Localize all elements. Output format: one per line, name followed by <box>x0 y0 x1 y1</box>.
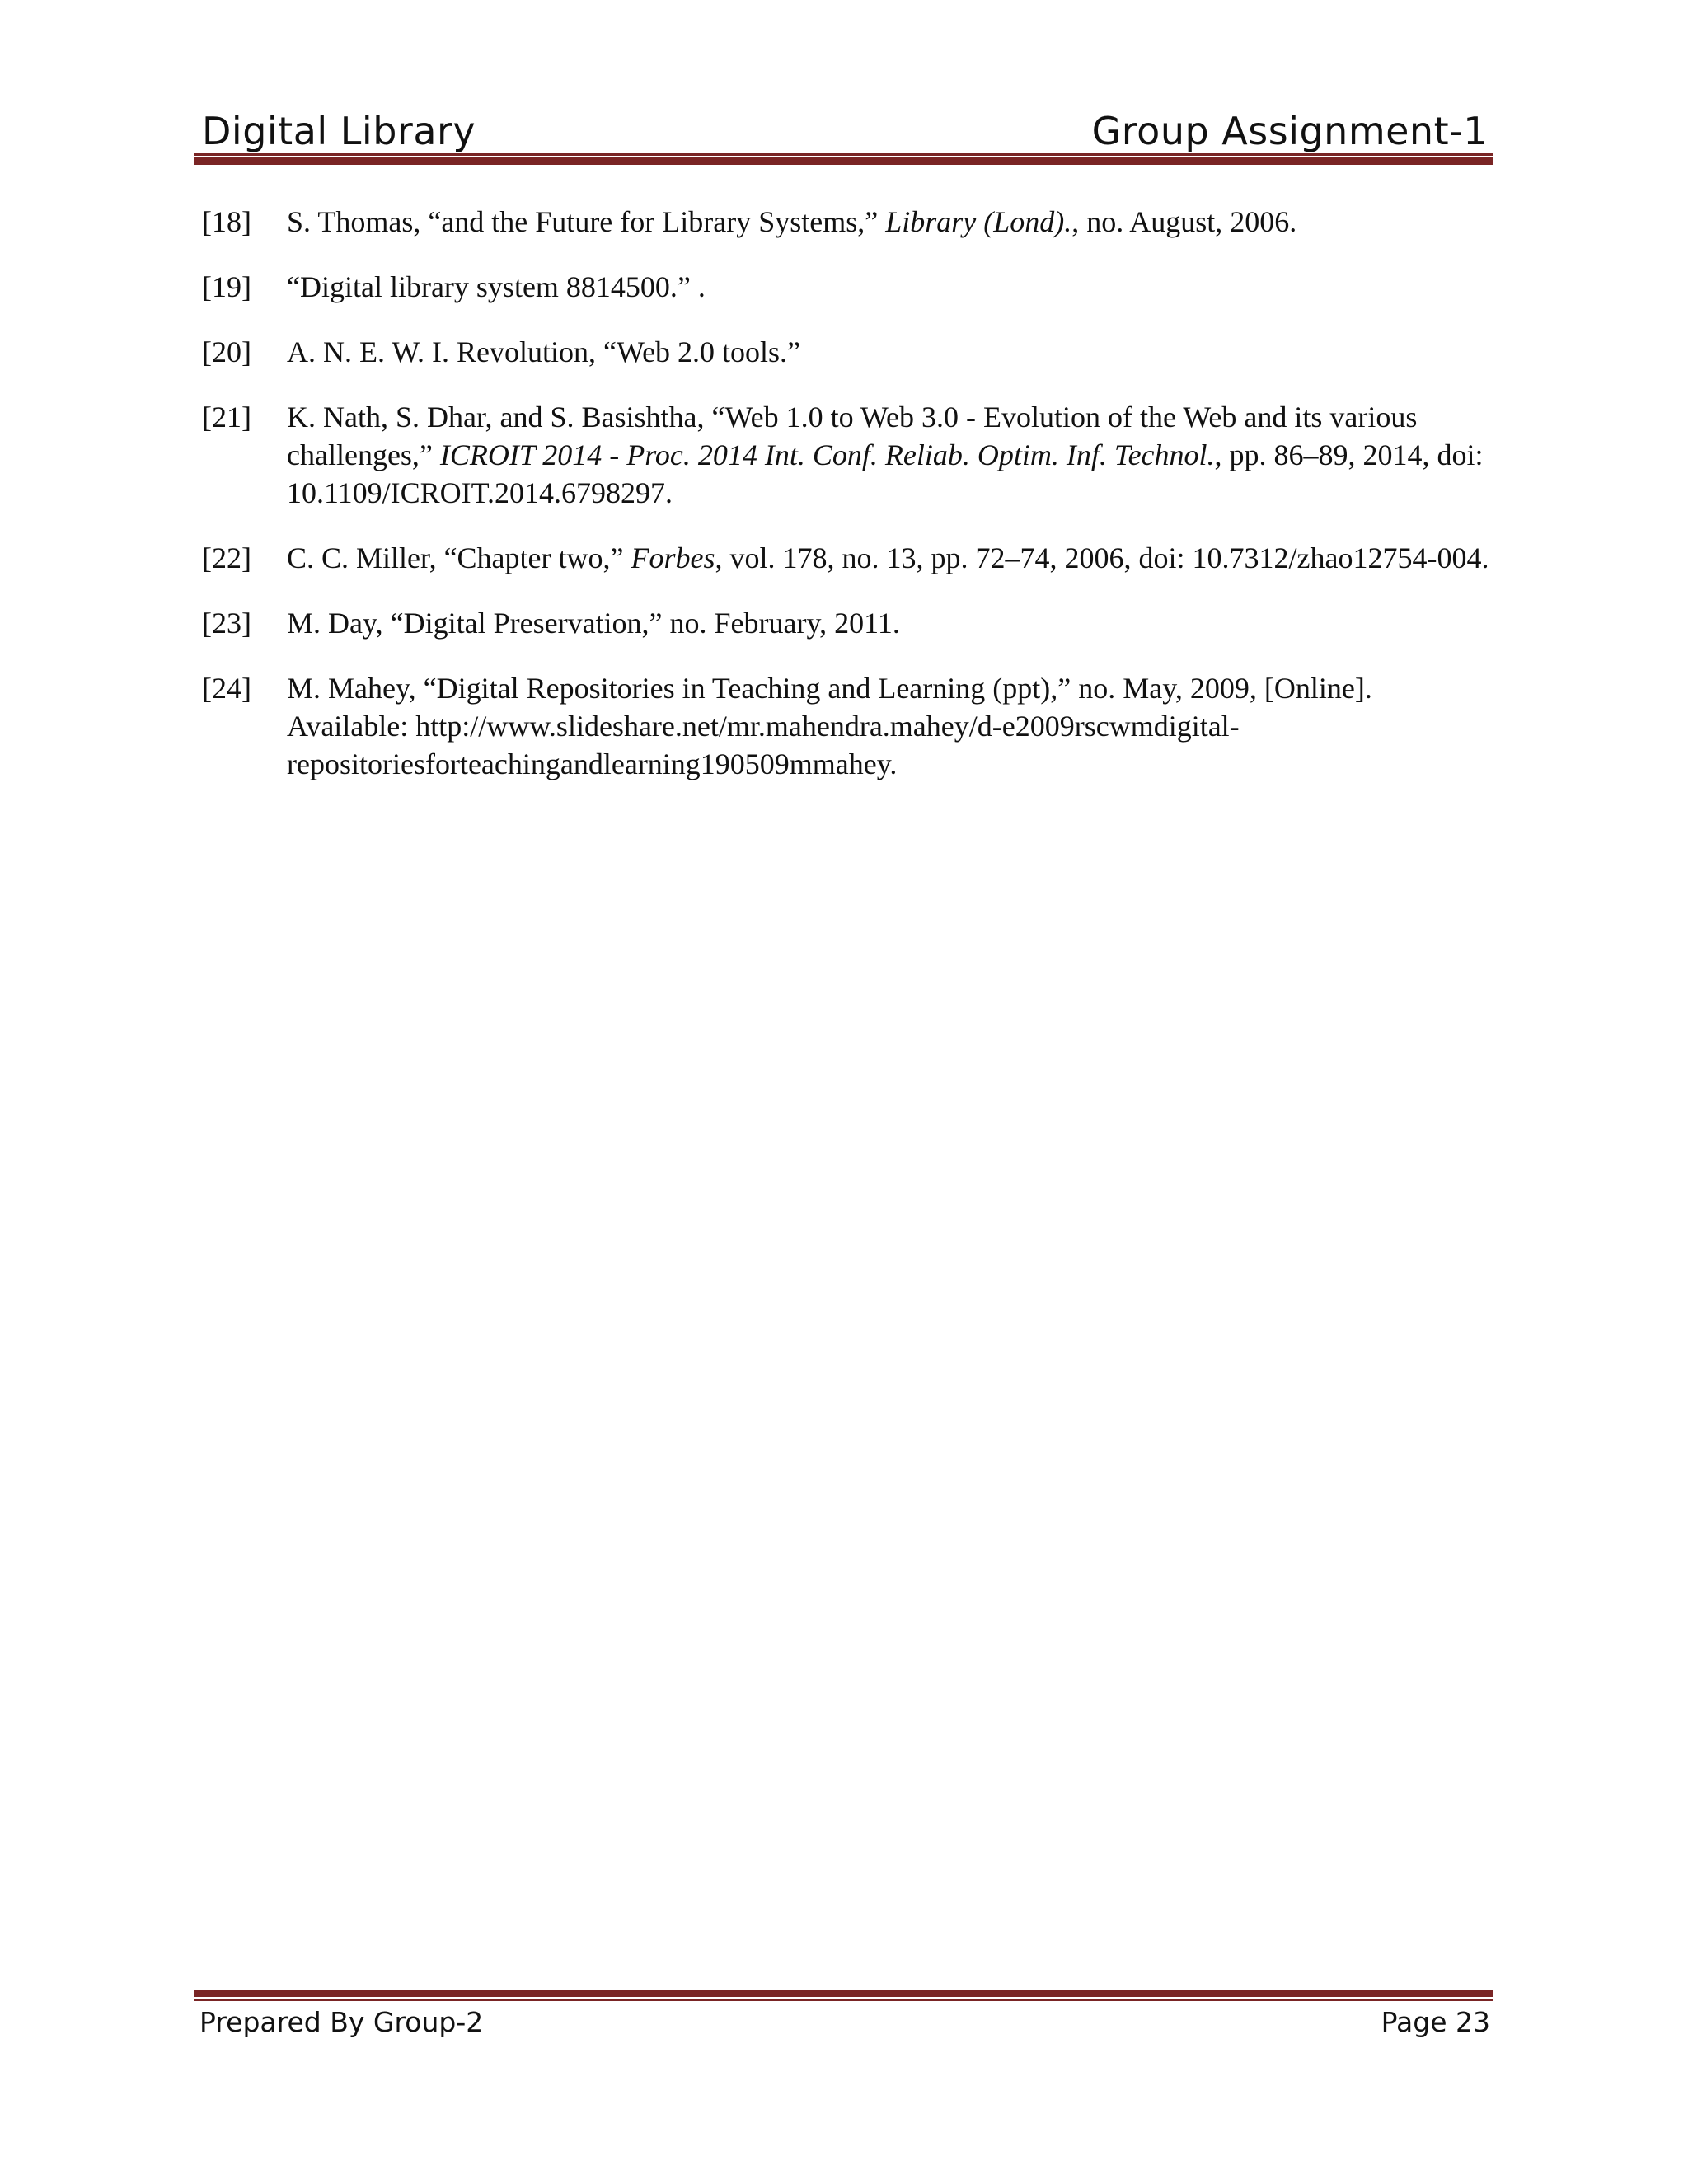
header-assignment: Group Assignment-1 <box>1091 109 1488 153</box>
reference-number: [21] <box>202 401 251 434</box>
reference-number: [24] <box>202 672 251 705</box>
page-footer <box>199 2006 1490 2047</box>
reference-text <box>287 268 1496 306</box>
reference-item <box>202 333 1496 371</box>
reference-text <box>287 398 1496 512</box>
reference-number: [20] <box>202 335 251 368</box>
reference-text-segment: S. Thomas, “and the Future for Library Systems,” <box>287 205 886 238</box>
reference-text <box>287 539 1496 577</box>
reference-number: [19] <box>202 270 251 303</box>
reference-source-title: Forbes <box>631 541 715 574</box>
reference-list <box>202 203 1496 810</box>
reference-item <box>202 604 1496 642</box>
header-rule-thin <box>194 153 1493 156</box>
reference-text-segment: A. N. E. W. I. Revolution, “Web 2.0 tools.” <box>287 335 801 368</box>
reference-text-segment: C. C. Miller, “Chapter two,” <box>287 541 631 574</box>
reference-text <box>287 669 1496 783</box>
header-title: Digital Library <box>202 109 476 153</box>
reference-number: [22] <box>202 541 251 574</box>
reference-item <box>202 669 1496 783</box>
footer-rule-thin <box>194 1999 1493 2001</box>
reference-number: [18] <box>202 205 251 238</box>
reference-text <box>287 203 1496 241</box>
reference-text <box>287 604 1496 642</box>
reference-item <box>202 268 1496 306</box>
header-rule-thick <box>194 157 1493 165</box>
footer-rule-thick <box>194 1990 1493 1997</box>
reference-source-title: Library (Lond). <box>885 205 1072 238</box>
reference-text <box>287 333 1496 371</box>
reference-item <box>202 398 1496 512</box>
reference-text-segment: , no. August, 2006. <box>1071 205 1297 238</box>
reference-source-title: ICROIT 2014 - Proc. 2014 Int. Conf. Reliab. Optim. Inf. Technol. <box>439 438 1215 471</box>
reference-item <box>202 203 1496 241</box>
reference-text-segment: , vol. 178, no. 13, pp. 72–74, 2006, doi: 10.7312/zhao12754-004. <box>715 541 1489 574</box>
page-header <box>202 97 1488 157</box>
page-number: Page 23 <box>1381 2006 1490 2038</box>
reference-text-segment: , pp. 86–89, 2014, doi: 10.1109/ICROIT.2014.6798297. <box>287 438 1484 509</box>
reference-item <box>202 539 1496 577</box>
reference-text-segment: M. Mahey, “Digital Repositories in Teaching and Learning (ppt),” no. May, 2009, [Online]. Available: http://www.slideshare.net/mr.mahendra.mahey/d-e2009rscwmdigital-repositoriesforteachingandlearning190509mmahey. <box>287 672 1372 780</box>
reference-number: [23] <box>202 607 251 640</box>
footer-prepared-by: Prepared By Group-2 <box>199 2006 484 2038</box>
reference-text-segment: K. Nath, S. Dhar, and S. Basishtha, “Web 1.0 to Web 3.0 - Evolution of the Web and its various challenges,” <box>287 401 1418 471</box>
reference-text-segment: “Digital library system 8814500.” . <box>287 270 706 303</box>
reference-text-segment: M. Day, “Digital Preservation,” no. February, 2011. <box>287 607 900 640</box>
